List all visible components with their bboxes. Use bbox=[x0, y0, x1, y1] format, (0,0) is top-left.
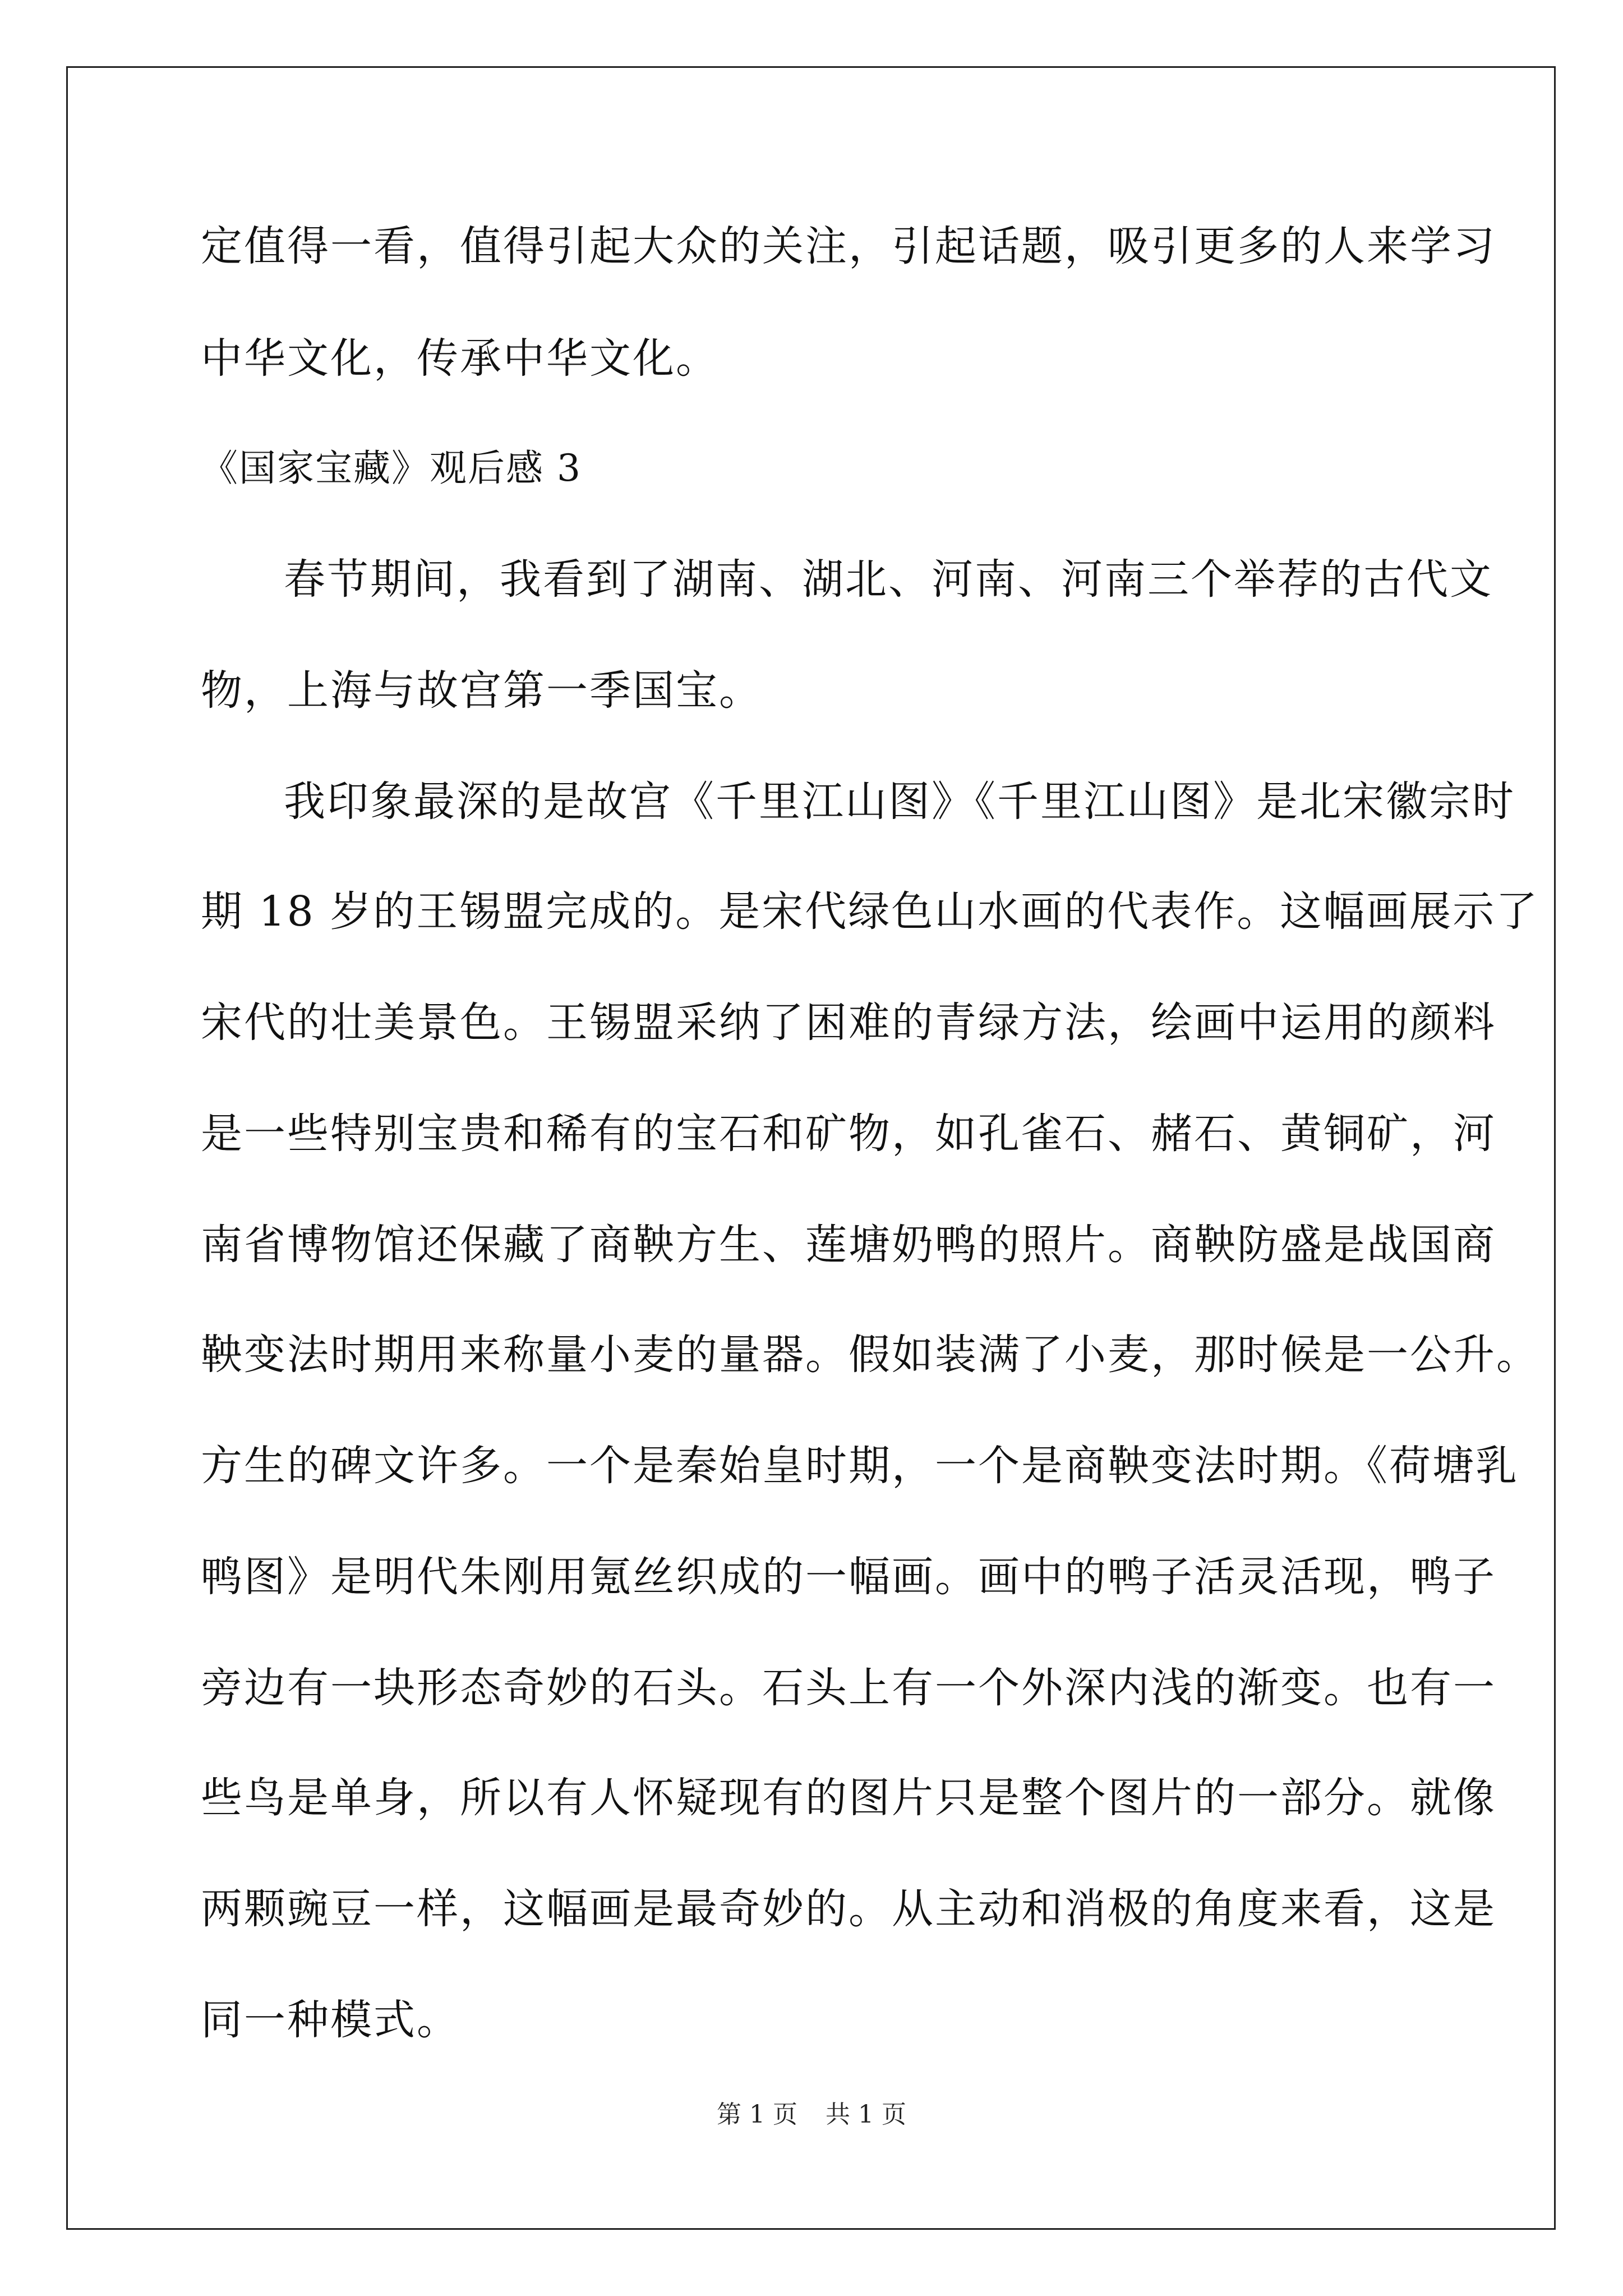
body-line: 中华文化，传承中华文化。 bbox=[201, 334, 719, 383]
body-line: 物，上海与故宫第一季国宝。 bbox=[201, 666, 762, 715]
body-line: 两颗豌豆一样，这幅画是最奇妙的。从主动和消极的角度来看，这是 bbox=[201, 1885, 1496, 1933]
body-line: 方生的碑文许多。一个是秦始皇时期，一个是商鞅变法时期。《荷塘乳 bbox=[201, 1442, 1519, 1490]
body-line: 期 18 岁的王锡盟完成的。是宋代绿色山水画的代表作。这幅画展示了 bbox=[201, 887, 1539, 936]
body-line: 旁边有一块形态奇妙的石头。石头上有一个外深内浅的渐变。也有一 bbox=[201, 1664, 1496, 1712]
body-line: 些鸟是单身，所以有人怀疑现有的图片只是整个图片的一部分。就像 bbox=[201, 1774, 1496, 1822]
body-line: 宋代的壮美景色。王锡盟采纳了困难的青绿方法，绘画中运用的颜料 bbox=[201, 999, 1496, 1047]
body-line: 鞅变法时期用来称量小麦的量器。假如装满了小麦，那时候是一公升。 bbox=[201, 1331, 1539, 1379]
page-footer bbox=[0, 2098, 1623, 2132]
section-heading: 《国家宝藏》观后感 3 bbox=[201, 447, 582, 490]
page-total: 共 1 页 bbox=[826, 2100, 906, 2129]
body-line: 鸭图》是明代朱刚用氪丝织成的一幅画。画中的鸭子活灵活现，鸭子 bbox=[201, 1553, 1496, 1601]
body-line: 定值得一看，值得引起大众的关注，引起话题，吸引更多的人来学习 bbox=[201, 222, 1496, 270]
page-number: 第 1 页 bbox=[717, 2100, 797, 2129]
body-line: 南省博物馆还保藏了商鞅方生、莲塘奶鸭的照片。商鞅防盛是战国商 bbox=[201, 1221, 1496, 1269]
body-line: 是一些特别宝贵和稀有的宝石和矿物，如孔雀石、赭石、黄铜矿，河 bbox=[201, 1110, 1496, 1158]
body-line: 我印象最深的是故宫《千里江山图》《千里江山图》是北宋徽宗时 bbox=[284, 777, 1515, 826]
body-line: 春节期间，我看到了湖南、湖北、河南、河南三个举荐的古代文 bbox=[284, 555, 1493, 604]
body-line: 同一种模式。 bbox=[201, 1996, 460, 2044]
